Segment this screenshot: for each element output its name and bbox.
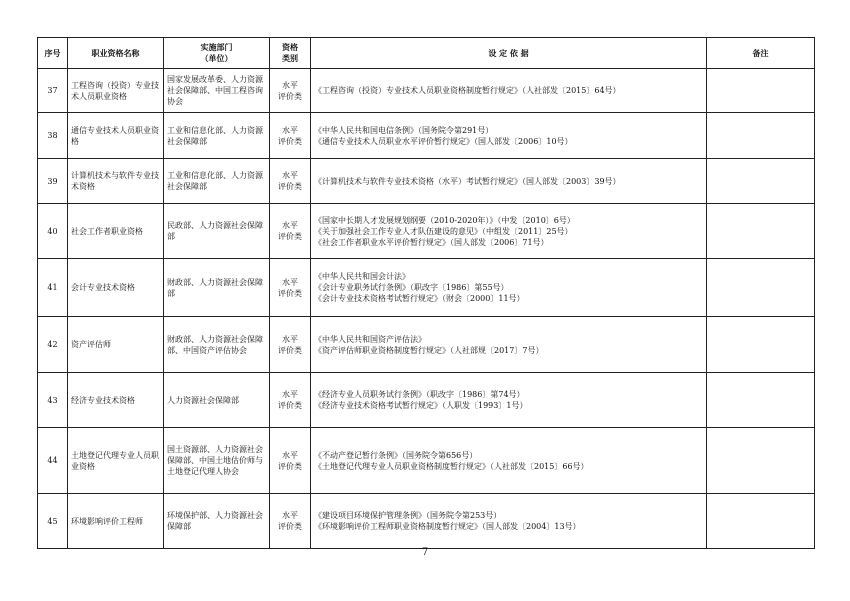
row-category-line1: 水平 [282,277,298,287]
row-name: 土地登记代理专业人员职业资格 [68,428,164,494]
table-header-row [38,38,815,69]
row-remark [707,69,815,113]
row-dept: 国家发展改革委、人力资源社会保障部、中国工程咨询协会 [164,69,270,113]
row-basis-line: 《建设项目环境保护管理条例》（国务院令第253号） [314,511,502,520]
row-basis [311,494,707,549]
row-name: 会计专业技术资格 [68,259,164,317]
row-basis-line: 《工程咨询（投资）专业技术人员职业资格制度暂行规定》（人社部发〔2015〕64号） [314,86,621,95]
row-basis-line: 《中华人民共和国会计法》 [314,272,410,281]
table-row [38,113,815,159]
header-category-line2: 类别 [282,54,298,63]
row-category [270,373,311,428]
row-seq: 41 [38,259,68,317]
row-seq: 37 [38,69,68,113]
row-category [270,428,311,494]
row-category [270,159,311,204]
row-basis-line: 《通信专业技术人员职业水平评价暂行规定》（国人部发〔2006〕10号） [314,136,573,146]
table-row [38,204,815,259]
row-category-line1: 水平 [282,171,298,180]
row-basis-line: 《环境影响评价工程师职业资格制度暂行规定》（国人部发〔2004〕13号） [314,522,581,531]
row-basis [311,113,707,159]
row-seq: 39 [38,159,68,204]
row-name: 社会工作者职业资格 [68,204,164,259]
row-name: 经济专业技术资格 [68,373,164,428]
row-dept: 国土资源部、人力资源社会保障部、中国土地估价师与土地登记代理人协会 [164,428,270,494]
row-basis-line: 《计算机技术与软件专业技术资格（水平）考试暂行规定》（国人部发〔2003〕39号） [314,176,621,186]
table-row [38,428,815,494]
header-name: 职业资格名称 [68,38,164,69]
row-basis-line: 《关于加强社会工作专业人才队伍建设的意见》（中组发〔2011〕25号） [314,226,573,236]
row-category-line1: 水平 [282,334,298,344]
row-category-line2: 评价类 [278,401,302,410]
row-seq: 43 [38,373,68,428]
row-category-line2: 评价类 [278,345,302,355]
page-number: 7 [421,547,429,558]
table-row [38,159,815,204]
row-category-line1: 水平 [282,125,298,135]
row-basis [311,428,707,494]
row-category-line2: 评价类 [278,461,302,471]
row-remark [707,159,815,204]
row-basis [311,69,707,113]
row-name: 资产评估师 [68,317,164,373]
table-row [38,259,815,317]
row-seq: 44 [38,428,68,494]
table-body [38,69,815,549]
row-basis-line: 《土地登记代理专业人员职业资格制度暂行规定》（人社部发〔2015〕66号） [314,461,589,471]
qualification-table [37,37,815,549]
row-name: 通信专业技术人员职业资格 [68,113,164,159]
row-category [270,113,311,159]
row-basis-line: 《中华人民共和国电信条例》（国务院令第291号） [314,125,494,135]
row-basis-line: 《社会工作者职业水平评价暂行规定》（国人部发〔2006〕71号） [314,237,549,247]
row-seq: 45 [38,494,68,549]
row-category [270,494,311,549]
row-basis-line: 《会计专业技术资格考试暂行规定》（财会〔2000〕11号） [314,294,525,303]
row-name: 工程咨询（投资）专业技术人员职业资格 [68,69,164,113]
row-category-line2: 评价类 [278,288,302,298]
header-dept [164,38,270,69]
row-dept: 人力资源社会保障部 [164,373,270,428]
header-remark: 备注 [707,38,815,69]
row-remark [707,259,815,317]
row-dept: 财政部、人力资源社会保障部、中国资产评估协会 [164,317,270,373]
row-category-line2: 评价类 [278,182,302,191]
table-row [38,373,815,428]
row-dept: 财政部、人力资源社会保障部 [164,259,270,317]
row-seq: 40 [38,204,68,259]
row-basis-line: 《中华人民共和国资产评估法》 [314,334,426,344]
row-dept: 工业和信息化部、人力资源社会保障部 [164,159,270,204]
row-remark [707,113,815,159]
row-basis [311,159,707,204]
row-remark [707,494,815,549]
header-category-line1: 资格 [282,43,298,52]
row-name: 环境影响评价工程师 [68,494,164,549]
row-basis-line: 《不动产登记暂行条例》（国务院令第656号） [314,450,478,460]
header-category [270,38,311,69]
row-basis [311,373,707,428]
table-row [38,317,815,373]
row-dept: 环境保护部、人力资源社会保障部 [164,494,270,549]
row-remark [707,317,815,373]
row-basis-line: 《经济专业技术资格考试暂行规定》（人职发〔1993〕1号） [314,401,528,410]
row-category [270,204,311,259]
header-dept-line2: （单位） [200,54,233,63]
header-dept-line1: 实施部门 [200,43,233,52]
row-basis [311,259,707,317]
row-basis-line: 《资产评估师职业资格制度暂行规定》（人社部规〔2017〕7号） [314,345,544,355]
row-dept: 民政部、人力资源社会保障部 [164,204,270,259]
row-basis [311,317,707,373]
row-basis-line: 《国家中长期人才发展规划纲要（2010-2020年）》（中发〔2010〕6号） [314,215,575,225]
header-basis: 设 定 依 据 [311,38,707,69]
row-category [270,317,311,373]
row-category-line2: 评价类 [278,136,302,146]
row-category-line1: 水平 [282,511,298,520]
row-category-line2: 评价类 [278,91,302,101]
row-category-line2: 评价类 [278,522,302,531]
row-dept: 工业和信息化部、人力资源社会保障部 [164,113,270,159]
row-name: 计算机技术与软件专业技术资格 [68,159,164,204]
row-remark [707,373,815,428]
row-seq: 38 [38,113,68,159]
row-category-line1: 水平 [282,450,298,460]
row-basis-line: 《经济专业人员职务试行条例》（职改字〔1986〕第74号） [314,390,525,399]
row-basis [311,204,707,259]
row-category-line1: 水平 [282,80,298,90]
header-seq: 序号 [38,38,68,69]
row-category [270,69,311,113]
row-category-line1: 水平 [282,390,298,399]
row-seq: 42 [38,317,68,373]
row-basis-line: 《会计专业职务试行条例》（职改字〔1986〕第55号） [314,283,509,292]
table-row [38,494,815,549]
table-row [38,69,815,113]
row-category-line2: 评价类 [278,232,302,241]
row-category [270,259,311,317]
row-category-line1: 水平 [282,221,298,230]
row-remark [707,428,815,494]
row-remark [707,204,815,259]
